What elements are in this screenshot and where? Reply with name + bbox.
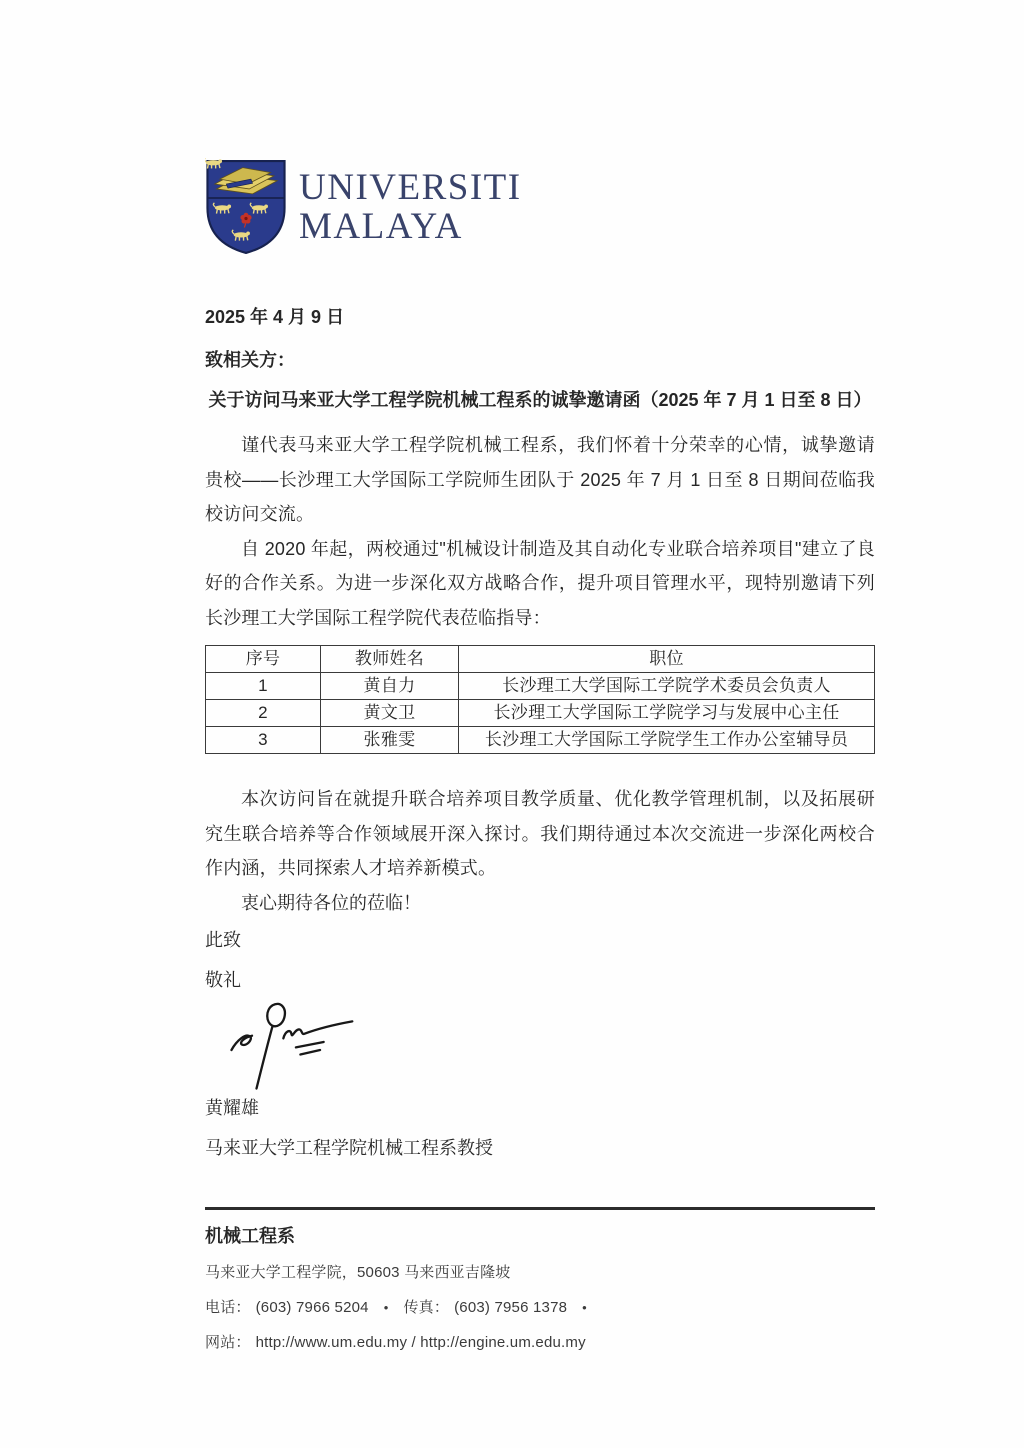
university-wordmark [299, 168, 522, 246]
letter-salutation: 致相关方： [205, 350, 295, 370]
footer-website [205, 1333, 875, 1353]
paragraph-background: 自 2020 年起，两校通过"机械设计制造及其自动化专业联合培养项目"建立了良好的合作关系。为进一步深化双方战略合作，提升项目管理水平，现特别邀请下列长沙理工大学国际工程学院代表莅临指导： [205, 538, 875, 628]
table-row [206, 727, 875, 754]
phone-number: (603) 7966 5204 [255, 1299, 369, 1316]
cell-index: 2 [206, 700, 321, 727]
footer-address: 马来亚大学工程学院，50603 马来西亚吉隆坡 [205, 1264, 511, 1281]
footer-divider [205, 1207, 875, 1210]
bullet-separator: • [582, 1300, 587, 1315]
letter-subject: 关于访问马来亚大学工程学院机械工程系的诚挚邀请函（2025 年 7 月 1 日至 8 日） [208, 390, 872, 410]
footer-department: 机械工程系 [205, 1226, 295, 1246]
cell-index: 3 [206, 727, 321, 754]
table-header-row [206, 646, 875, 673]
header-职位: 职位 [459, 646, 875, 673]
letter-content [205, 0, 875, 1353]
cell-name: 张雅雯 [321, 727, 459, 754]
bullet-separator: • [383, 1300, 389, 1315]
wordmark-line1: UNIVERSITI [299, 167, 522, 208]
signer-name: 黄耀雄 [205, 1098, 259, 1118]
cell-position: 长沙理工大学国际工学院学生工作办公室辅导员 [459, 727, 875, 754]
paragraph-invitation: 谨代表马来亚大学工程学院机械工程系，我们怀着十分荣幸的心情，诚挚邀请贵校——长沙理工大学国际工学院师生团队于 2025 年 7 月 1 日至 8 日期间莅临我校访问交流。 [205, 435, 875, 524]
delegates-table [205, 645, 875, 754]
fax-number: (603) 7956 1378 [454, 1299, 568, 1316]
letter-date: 2025 年 4 月 9 日 [205, 307, 345, 327]
wordmark-line2: MALAYA [299, 206, 463, 247]
header-序号: 序号 [206, 646, 321, 673]
cell-position: 长沙理工大学国际工学院学习与发展中心主任 [459, 700, 875, 727]
table-row [206, 673, 875, 700]
website-label: 网站： [205, 1334, 251, 1351]
phone-label: 电话： [205, 1299, 251, 1316]
cell-name: 黄自力 [321, 673, 459, 700]
university-malaya-logo [205, 158, 875, 256]
paragraph-purpose: 本次访问旨在就提升联合培养项目教学质量、优化教学管理机制，以及拓展研究生联合培养等合作领域展开深入探讨。我们期待通过本次交流进一步深化两校合作内涵，共同探索人才培养新模式。 [205, 789, 875, 878]
table-row [206, 700, 875, 727]
header-教师姓名: 教师姓名 [321, 646, 459, 673]
signer-title: 马来亚大学工程学院机械工程系教授 [205, 1138, 493, 1158]
closing-expectation: 衷心期待各位的莅临！ [241, 892, 421, 913]
website-urls: http://www.um.edu.my / http://engine.um.edu.my [255, 1334, 586, 1351]
handwritten-signature [211, 999, 379, 1093]
cell-index: 1 [206, 673, 321, 700]
university-malaya-crest-icon [205, 158, 287, 256]
fax-label: 传真： [403, 1299, 450, 1316]
cell-position: 长沙理工大学国际工学院学术委员会负责人 [459, 673, 875, 700]
closing-cizhi: 此致 [205, 930, 241, 950]
footer-contact [205, 1298, 875, 1318]
cell-name: 黄文卫 [321, 700, 459, 727]
closing-jingli: 敬礼 [205, 970, 241, 990]
